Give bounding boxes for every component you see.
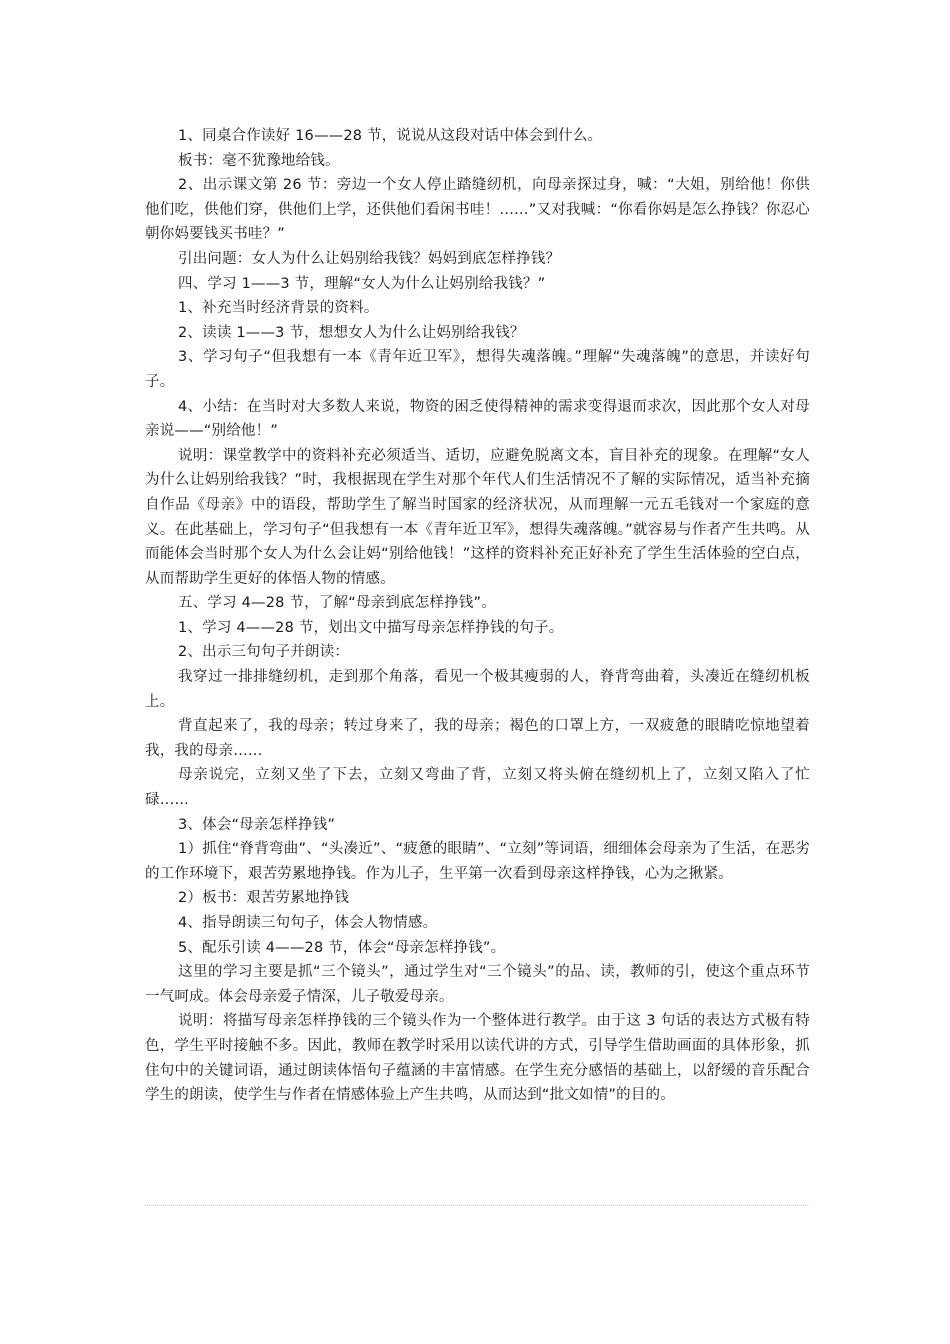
paragraph: 1、学习 4——28 节，划出文中描写母亲怎样挣钱的句子。 xyxy=(178,619,564,636)
paragraph: 3、学习句子“但我想有一本《青年近卫军》，想得失魂落魄。”理解“失魂落魄”的意思，并读好句子。 xyxy=(145,349,810,390)
paragraph: 4、指导朗读三句句子，体会人物情感。 xyxy=(178,915,438,931)
paragraph: 1、同桌合作读好 16——28 节，说说从这段对话中体会到什么。 xyxy=(178,128,603,144)
paragraph: 3、体会“母亲怎样挣钱” xyxy=(178,816,336,833)
document-body xyxy=(145,124,810,1108)
paragraph: 2、读读 1——3 节，想想女人为什么让妈别给我钱？ xyxy=(178,324,525,341)
paragraph: 5、配乐引读 4——28 节，体会“母亲怎样挣钱”。 xyxy=(178,939,506,956)
section-heading: 五、学习 4—28 节，了解“母亲到底怎样挣钱”。 xyxy=(178,595,496,612)
paragraph: 这里的学习主要是抓“三个镜头”，通过学生对“三个镜头”的品、读，教师的引，使这个重点环节一气呵成。体会母亲爱子情深，儿子敬爱母亲。 xyxy=(145,964,810,1005)
quote-paragraph: 我穿过一排排缝纫机，走到那个角落，看见一个极其瘦弱的人，脊背弯曲着，头凑近在缝纫机板上。 xyxy=(145,669,810,710)
paragraph: 板书：毫不犹豫地给钱。 xyxy=(178,152,340,169)
paragraph: 4、小结：在当时对大多数人来说，物资的困乏使得精神的需求变得退而求次，因此那个女人对母亲说——“别给他！” xyxy=(145,398,810,440)
bottom-divider xyxy=(145,1205,810,1206)
paragraph: 引出问题：女人为什么让妈别给我钱？妈妈到底怎样挣钱？ xyxy=(178,250,561,267)
explanation-paragraph: 说明：课堂教学中的资料补充必须适当、适切，应避免脱离文本，盲目补充的现象。在理解“女人为什么让妈别给我钱？”时，我根据现在学生对那个年代人们生活情况不了解的实际情况，适当补充摘自作品《母亲》中的语段，帮助学生了解当时国家的经济状况，从而理解一元五毛钱对一个家庭的意义。在此基础上，学习句子“但我想有一本《青年近卫军》，想得失魂落魄。”就容易与作者产生共鸣。从而能体会当时那个女人为什么会让妈“别给他钱！”这样的资料补充正好补充了学生生活体验的空白点，从而帮助学生更好的体悟人物的情感。 xyxy=(145,447,810,587)
paragraph: 1）抓住“脊背弯曲”、“头凑近”、“疲惫的眼睛”、“立刻”等词语，细细体会母亲为了生活，在恶劣的工作环境下，艰苦劳累地挣钱。作为儿子，生平第一次看到母亲这样挣钱，心为之揪紧。 xyxy=(145,841,810,882)
explanation-paragraph: 说明：将描写母亲怎样挣钱的三个镜头作为一个整体进行教学。由于这 3 句话的表达方式极有特色，学生平时接触不多。因此，教师在教学时采用以读代讲的方式，引导学生借助画面的具体形象，抓住句中的关键词语，通过朗读体悟句子蕴涵的丰富情感。在学生充分感悟的基础上，以舒缓的音乐配合学生的朗读，使学生与作者在情感体验上产生共鸣，从而达到“批文如情”的目的。 xyxy=(145,1013,810,1104)
paragraph: 2、出示三句句子并朗读： xyxy=(178,644,350,661)
quote-paragraph: 母亲说完，立刻又坐了下去，立刻又弯曲了背，立刻又将头俯在缝纫机上了，立刻又陷入了忙碌…… xyxy=(145,767,810,809)
quote-paragraph: 背直起来了，我的母亲；转过身来了，我的母亲；褐色的口罩上方，一双疲惫的眼睛吃惊地望着我，我的母亲…… xyxy=(145,718,810,759)
paragraph: 2）板书：艰苦劳累地挣钱 xyxy=(178,890,350,907)
section-heading: 四、学习 1——3 节，理解“女人为什么让妈别给我钱？” xyxy=(178,275,546,292)
paragraph: 2、出示课文第 26 节：旁边一个女人停止踏缝纫机，向母亲探过身，喊：“大姐，别给他！你供他们吃，供他们穿，供他们上学，还供他们看闲书哇！……”又对我喊：“你看你妈是怎么挣钱？你忍心朝你妈要钱买书哇？” xyxy=(145,177,810,243)
paragraph: 1、补充当时经济背景的资料。 xyxy=(178,300,379,317)
